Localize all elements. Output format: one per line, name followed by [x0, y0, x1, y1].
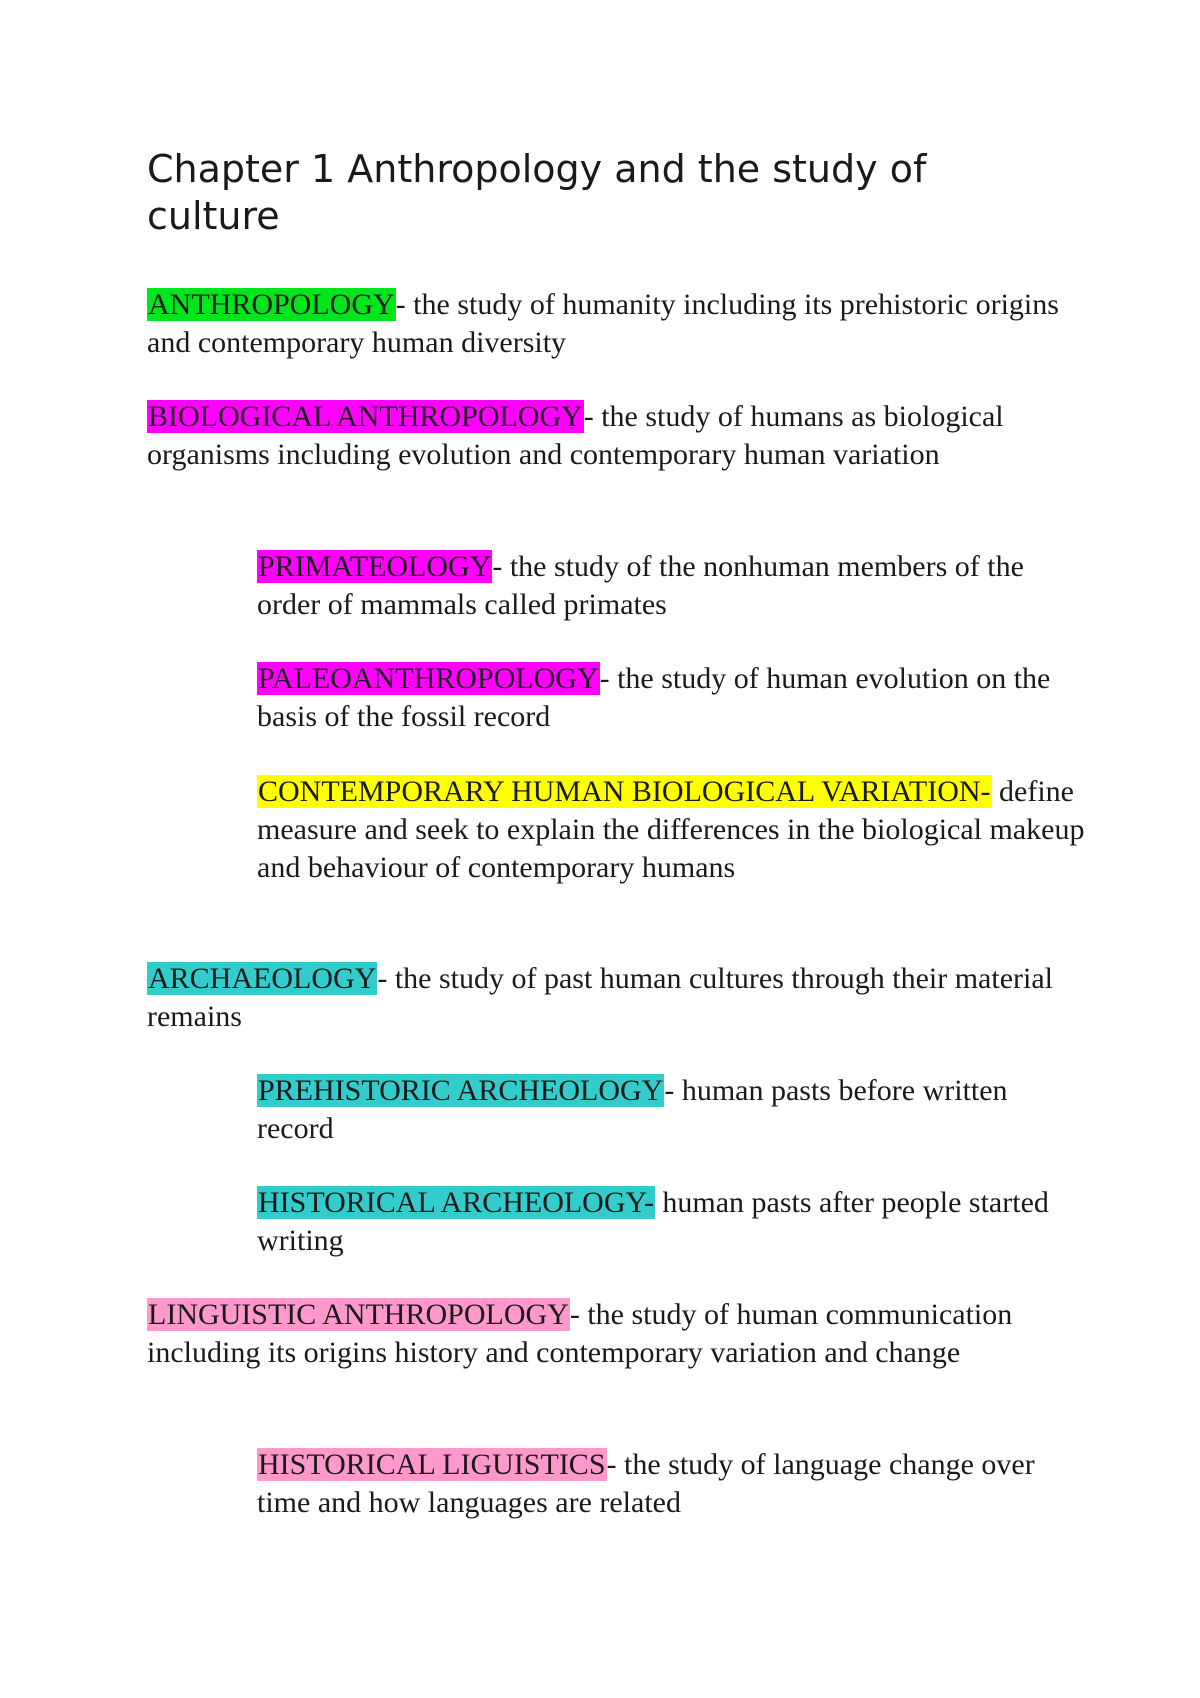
term-highlight: HISTORICAL LIGUISTICS	[258, 1448, 606, 1481]
entry-linguistic-anthropology	[147, 1296, 1077, 1372]
definition-text: define measure and seek to explain the differences in the biological makeup and behaviour of contemporary humans	[257, 775, 1085, 884]
entry-anthropology	[147, 286, 1077, 362]
definition-text: - the study of language change over time and how languages are related	[257, 1448, 1035, 1519]
definition-text: - human pasts before written record	[257, 1074, 1008, 1145]
entry-paleoanthropology	[257, 660, 1087, 736]
term-highlight: LINGUISTIC ANTHROPOLOGY	[148, 1298, 569, 1331]
entry-biological-anthropology	[147, 398, 1077, 474]
entry-contemporary-human-biological-variation	[257, 773, 1087, 887]
entry-archaeology	[147, 960, 1077, 1036]
entry-historical-archeology	[257, 1184, 1087, 1260]
entry-prehistoric-archeology	[257, 1072, 1087, 1148]
term-highlight: PALEOANTHROPOLOGY	[258, 662, 599, 695]
entry-primateology	[257, 548, 1087, 624]
definition-text: - the study of the nonhuman members of the order of mammals called primates	[257, 550, 1024, 621]
definition-text: - the study of human evolution on the basis of the fossil record	[257, 662, 1051, 733]
page-title: Chapter 1 Anthropology and the study of culture	[147, 147, 927, 238]
term-highlight: ANTHROPOLOGY	[148, 288, 395, 321]
term-highlight: CONTEMPORARY HUMAN BIOLOGICAL VARIATION-	[258, 775, 991, 808]
term-highlight: PREHISTORIC ARCHEOLOGY	[258, 1074, 664, 1107]
definition-text: - the study of humanity including its prehistoric origins and contemporary human diversity	[147, 288, 1059, 359]
term-highlight: PRIMATEOLOGY	[258, 550, 492, 583]
definition-text: - the study of human communication including its origins history and contemporary variation and change	[147, 1298, 1013, 1369]
definition-text: - the study of past human cultures through their material remains	[147, 962, 1053, 1033]
term-highlight: BIOLOGICAL ANTHROPOLOGY	[148, 400, 583, 433]
term-highlight: ARCHAEOLOGY	[148, 962, 377, 995]
term-highlight: HISTORICAL ARCHEOLOGY-	[258, 1186, 654, 1219]
definition-text: - the study of humans as biological organisms including evolution and contemporary human variation	[147, 400, 1004, 471]
definition-text: human pasts after people started writing	[257, 1186, 1049, 1257]
entry-historical-liguistics	[257, 1446, 1087, 1522]
